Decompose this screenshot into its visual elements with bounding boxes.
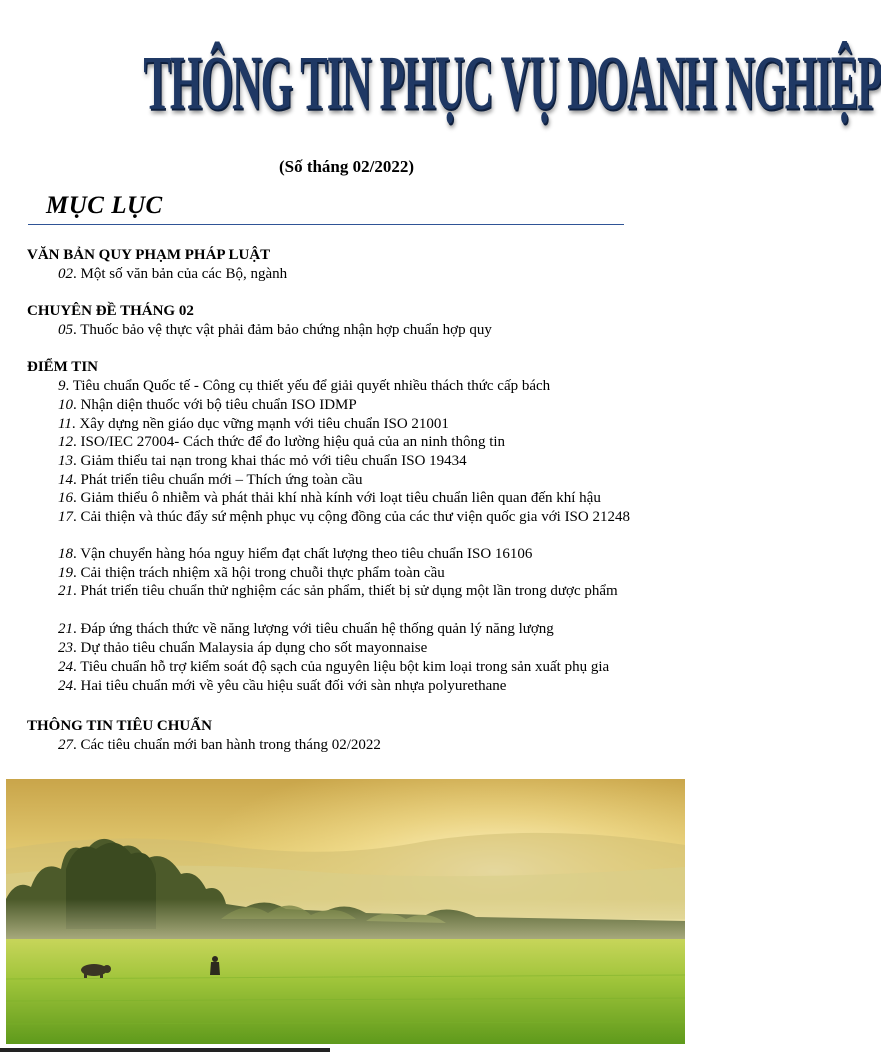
toc-page-number: 13 <box>58 453 73 469</box>
toc-page-number: 16 <box>58 490 73 506</box>
toc-entry[interactable] <box>18 620 685 639</box>
toc-entry-title: . Thuốc bảo vệ thực vật phải đảm bảo chứng nhận hợp chuẩn hợp quy <box>73 322 492 338</box>
toc-entry-title: . ISO/IEC 27004- Cách thức để đo lường hiệu quả của an ninh thông tin <box>73 434 506 450</box>
toc-page-number: 17 <box>58 509 73 525</box>
toc-page-number: 21 <box>58 583 73 599</box>
toc-entry[interactable] <box>18 265 685 284</box>
toc-entry[interactable] <box>18 639 685 658</box>
toc-page-number: 05 <box>58 322 73 338</box>
toc-entry-title: . Một số văn bản của các Bộ, ngành <box>73 266 288 282</box>
toc-entry-title: . Dự thảo tiêu chuẩn Malaysia áp dụng cho sốt mayonnaise <box>73 640 428 656</box>
toc-entry[interactable] <box>18 415 685 434</box>
toc-page-number: 24 <box>58 659 73 675</box>
toc-page-number: 18 <box>58 546 73 562</box>
page-bottom-rule <box>0 1048 330 1052</box>
rice-field-photo <box>6 779 685 1044</box>
toc-entry-title: . Xây dựng nền giáo dục vững mạnh với tiêu chuẩn ISO 21001 <box>71 416 449 432</box>
toc-entry[interactable] <box>18 433 685 452</box>
toc-page-number: 02 <box>58 266 73 282</box>
toc-page-number: 21 <box>58 621 73 637</box>
toc-entry-title: . Tiêu chuẩn hỗ trợ kiểm soát độ sạch của nguyên liệu bột kim loại trong sản xuất phụ gia <box>73 659 610 675</box>
toc-entry[interactable] <box>18 545 685 564</box>
toc-page-number: 10 <box>58 397 73 413</box>
issue-label: (Số tháng 02/2022) <box>278 157 415 176</box>
toc-entry[interactable] <box>18 658 685 677</box>
toc-page-number: 14 <box>58 472 73 488</box>
toc-entry[interactable] <box>18 582 685 601</box>
toc-entry[interactable] <box>18 452 685 471</box>
toc-entry-title: . Vận chuyển hàng hóa nguy hiểm đạt chất lượng theo tiêu chuẩn ISO 16106 <box>73 546 533 562</box>
toc-entry[interactable] <box>18 508 685 527</box>
toc-entry-title: . Cải thiện trách nhiệm xã hội trong chuỗi thực phẩm toàn cầu <box>73 565 445 581</box>
toc-page-number: 11 <box>58 416 72 432</box>
toc-entry-title: . Cải thiện và thúc đẩy sứ mệnh phục vụ cộng đồng của các thư viện quốc gia với ISO 21248 <box>73 509 630 525</box>
section-heading-news: ĐIỂM TIN <box>27 359 98 375</box>
toc-entry-title: . Giảm thiểu ô nhiễm và phát thải khí nhà kính với loạt tiêu chuẩn liên quan đến khí hậu <box>73 490 601 506</box>
toc-page-number: 19 <box>58 565 73 581</box>
toc-page-number: 12 <box>58 434 73 450</box>
toc-entry[interactable] <box>18 471 685 490</box>
toc-page-number: 24 <box>58 678 73 694</box>
toc-entry-title: . Các tiêu chuẩn mới ban hành trong tháng 02/2022 <box>73 737 381 753</box>
toc-entry-title: . Hai tiêu chuẩn mới về yêu cầu hiệu suất đối với sàn nhựa polyurethane <box>73 678 507 694</box>
section-heading-monthly-topic: CHUYÊN ĐỀ THÁNG 02 <box>27 303 194 319</box>
toc-entry-title: . Tiêu chuẩn Quốc tế - Công cụ thiết yếu để giải quyết nhiều thách thức cấp bách <box>65 378 551 394</box>
section-heading-legal-documents: VĂN BẢN QUY PHẠM PHÁP LUẬT <box>27 247 271 263</box>
toc-page-number: 9 <box>58 378 66 394</box>
toc-divider <box>28 224 624 225</box>
toc-entry[interactable] <box>18 736 685 755</box>
toc-entry-title: . Phát triển tiêu chuẩn mới – Thích ứng toàn cầu <box>73 472 363 488</box>
toc-entry[interactable] <box>18 677 685 696</box>
toc-entry[interactable] <box>18 564 685 583</box>
toc-entry-title: . Giảm thiểu tai nạn trong khai thác mỏ với tiêu chuẩn ISO 19434 <box>73 453 467 469</box>
toc-entry[interactable] <box>18 321 685 340</box>
toc-page-number: 23 <box>58 640 73 656</box>
toc-heading: MỤC LỤC <box>46 192 163 219</box>
toc-page-number: 27 <box>58 737 73 753</box>
toc-entry[interactable] <box>18 396 685 415</box>
toc-entry-title: . Đáp ứng thách thức về năng lượng với tiêu chuẩn hệ thống quản lý năng lượng <box>73 621 554 637</box>
section-heading-standards-info: THÔNG TIN TIÊU CHUẨN <box>27 718 212 734</box>
masthead-title: THÔNG TIN PHỤC VỤ DOANH NGHIỆP <box>143 40 881 126</box>
toc-entry[interactable] <box>18 377 685 396</box>
toc-entry-title: . Phát triển tiêu chuẩn thử nghiệm các sản phẩm, thiết bị sử dụng một lần trong dược phẩm <box>73 583 618 599</box>
toc-entry-title: . Nhận diện thuốc với bộ tiêu chuẩn ISO IDMP <box>73 397 357 413</box>
toc-entry[interactable] <box>18 489 685 508</box>
